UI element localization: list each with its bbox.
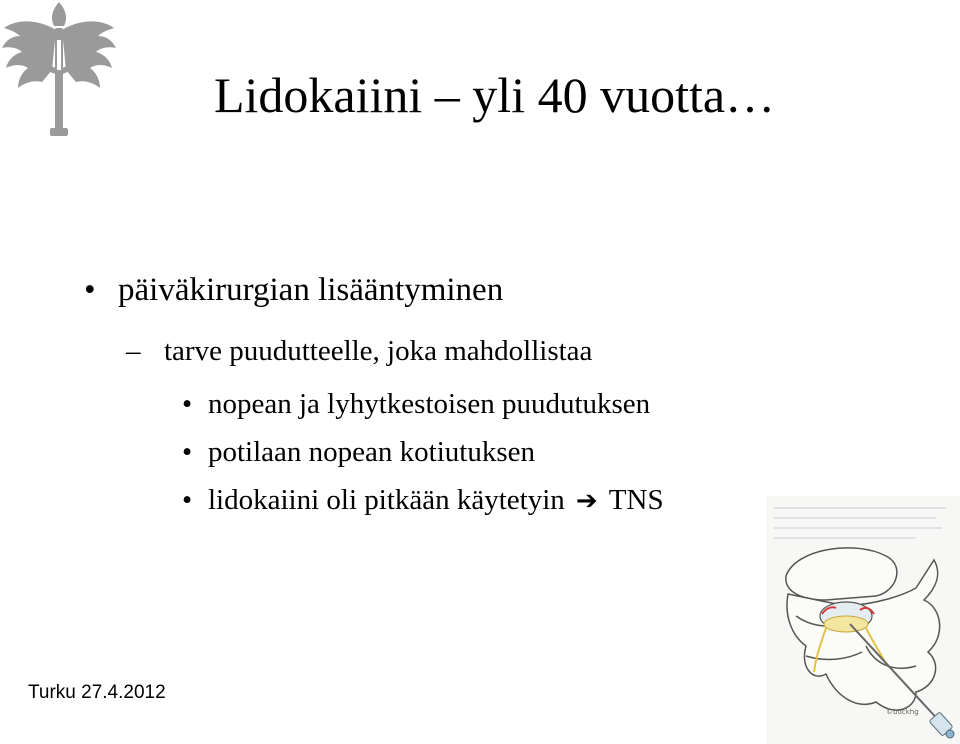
footer-date: Turku 27.4.2012	[28, 682, 166, 703]
bullet-text-after: TNS	[608, 484, 664, 516]
bullet-level3	[182, 433, 535, 471]
bullet-text: tarve puudutteelle, joka mahdollistaa	[164, 335, 593, 367]
bullet-mark: •	[182, 436, 193, 468]
bullet-mark: •	[182, 388, 193, 420]
bullet-level2	[126, 332, 592, 370]
bullet-text: nopean ja lyhytkestoisen puudutuksen	[208, 388, 651, 420]
bullet-level3	[182, 481, 664, 520]
dash-mark: –	[126, 335, 141, 367]
bullet-mark: •	[84, 272, 96, 308]
bullet-text: lidokaiini oli pitkään käytetyin	[208, 484, 565, 516]
illustration-caption: ©buckhg	[886, 708, 919, 716]
bullet-mark: •	[182, 484, 193, 516]
spinal-anesthesia-illustration-icon	[766, 496, 960, 744]
slide-title: Lidokaiini – yli 40 vuotta…	[214, 67, 776, 123]
bullet-level3	[182, 385, 650, 423]
arrow-right-icon: ➔	[575, 486, 598, 516]
bullet-text: potilaan nopean kotiutuksen	[208, 436, 535, 468]
bullet-level1	[84, 268, 503, 312]
bullet-text: päiväkirurgian lisääntyminen	[118, 272, 504, 308]
